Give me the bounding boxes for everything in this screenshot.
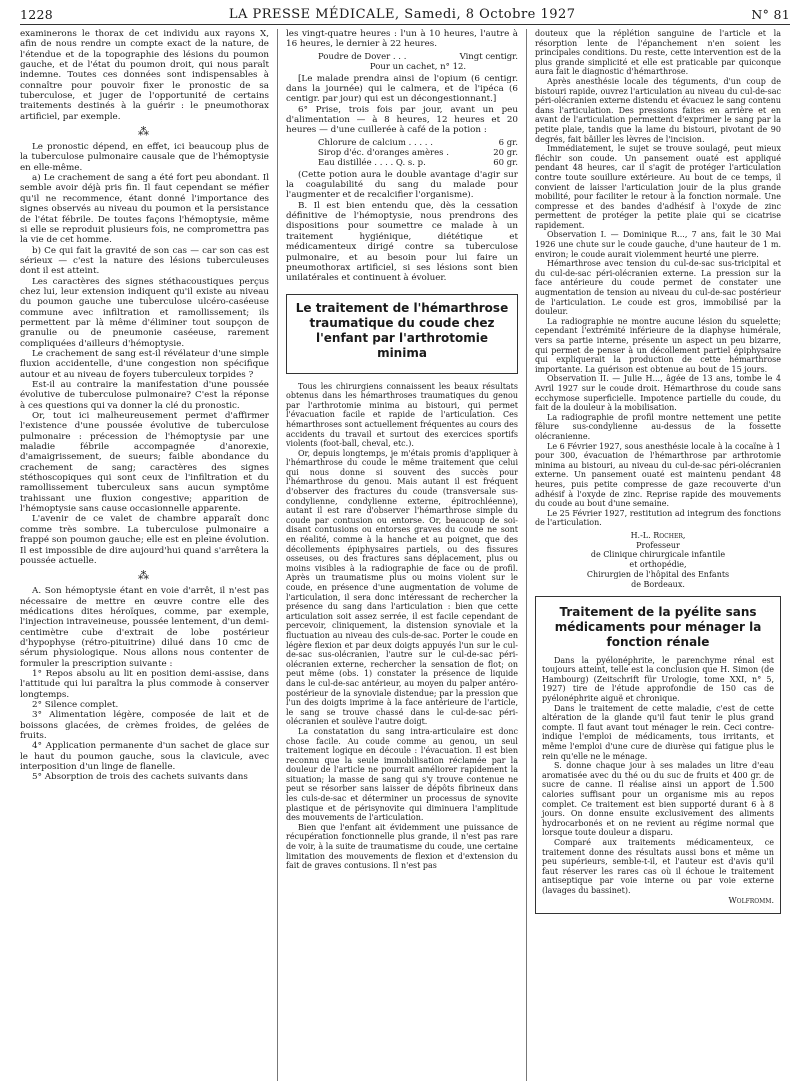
observation: La radiographie de profil montre nettement une petite fêlure sus-condylienne au-dessus de la fossette olécranienne.	[535, 412, 781, 441]
paragraph: Dans le traitement de cette maladie, c'est de cette altération de la glande qu'il faut tenir le plus grand compte. Il faut avant tout ménager le rein. Ceci contre-indique l'emploi de médicaments, tous irritants, et même l'emploi d'une cure de diurèse qui fatigue plus le rein qu'elle ne le ménage.	[542, 703, 774, 761]
prescription-item: 5° Absorption de trois des cachets suivants dans	[32, 772, 248, 783]
recipe-line: Chlorure de calcium . . . . . 6 gr.	[318, 137, 518, 148]
author-name: H.-L. Rocher,	[630, 530, 686, 540]
paragraph: (Cette potion aura le double avantage d'agir sur la coagulabilité du sang du malade pour l'augmenter et de recalcifier l'organisme).	[286, 169, 518, 201]
paragraph: Bien que l'enfant ait évidemment une puissance de récupération fonctionnelle plus grande, il n'est pas rare de voir, à la suite de traumatisme du coude, une certaine limitation des mouvements de flexion et d'extension du fait de graves contusions. Il n'est pas	[286, 822, 518, 871]
recipe-block	[318, 138, 518, 168]
paragraph: B. Il est bien entendu que, dès la cessation définitive de l'hémoptysie, nous prendrons des dispositions pour soumettre ce malade à un traitement hygiénique, diététique et médicamenteux dirigé contre sa tuberculose pulmonaire, et au besoin pour lui faire un pneumothorax artificiel, si ses lésions sont bien unilatérales et continuent à évoluer.	[286, 200, 518, 284]
paragraph: L'avenir de ce valet de chambre apparaît donc comme très sombre. La tuberculose pulmonaire a frappé son poumon gauche; elle est en pleine évolution. Il est impossible de dire aujourd'hui quand s'arrêtera la poussée actuelle.	[20, 514, 269, 566]
column-2	[278, 29, 527, 1081]
observation: La radiographie ne montre aucune lésion du squelette; cependant l'extrémité inférieure de la diaphyse humérale, vers sa partie interne, présente un aspect un peu bizarre, qui permet de penser à un décollement partiel épiphysaire qui expliquerait la production de cette hémarthrose importante. La guérison est obtenue au bout de 15 jours.	[535, 316, 781, 374]
author-title: de Bordeaux.	[631, 579, 685, 589]
article-2-box	[535, 596, 781, 914]
column-1	[20, 29, 278, 1081]
observation: Observation II. — Julie H..., âgée de 13 ans, tombe le 4 Avril 1927 sur le coude droit. Hémarthrose du coude sans ecchymose superficielle. Impotence partielle du coude, du fait de la douleur à la mobilisation.	[535, 374, 781, 413]
column-3	[527, 29, 781, 1081]
paragraph: Dans la pyélonéphrite, le parenchyme rénal est toujours atteint, telle est la conclusion que H. Simon (de Hambourg) (Zeitschrift für Urologie, tome XXI, n° 5, 1927) tire de l'étude approfondie de 150 cas de pyélonéphrite aiguë et chronique.	[542, 655, 774, 704]
paragraph: Après anesthésie locale des téguments, d'un coup de bistouri rapide, ouvrez l'articulation au niveau du cul-de-sac péri-olécranien externe distendu et évacuez le sang contenu dans l'articulation. Des pressions faites en arrière et en avant de l'articulation permettent d'exprimer le sang par la petite plaie, tandis que la lame du bistouri, pivotant de 90 degrés, fait bâiller les lèvres de l'incision.	[535, 76, 781, 144]
paragraph: les vingt-quatre heures : l'un à 10 heures, l'autre à 16 heures, le dernier à 22 heures.	[286, 29, 518, 50]
observation: Le 25 Février 1927, restitution ad integrum des fonctions de l'articulation.	[535, 508, 781, 528]
paragraph: Or, tout ici malheureusement permet d'affirmer l'existence d'une poussée évolutive de tuberculose pulmonaire : précession de l'hémoptysie par une maladie fébrile accompagnée d'anorexie, d'amaigrissement, de sueurs; faible abondance du crachement de sang; caractères des signes stéthoscopiques qui sont ceux de l'infiltration et du ramollissement tuberculeux sans aucun symptôme trahissant une fluxion congestive; apparition de l'hémoptysie sans cause occasionnelle apparente.	[20, 411, 269, 515]
page-header	[20, 6, 790, 25]
observation: Le 6 Février 1927, sous anesthésie locale à la cocaïne à 1 pour 300, évacuation de l'hémarthrose par arthrotomie minima au bistouri, au niveau du cul-de-sac péri-olécranien externe. Un pansement ouaté est maintenu pendant 48 heures, puis petite compresse de gaze recouverte d'un adhésif à l'oxyde de zinc. Reprise rapide des mouvements du coude au bout d'une semaine.	[535, 441, 781, 509]
prescription-item: 3° Alimentation légère, composée de lait et de boissons glacées, de crèmes froides, de gelées de fruits.	[20, 710, 269, 741]
author-name: Wolfromm.	[728, 895, 774, 905]
issue-number: N° 81	[751, 7, 790, 22]
paragraph: examinerons le thorax de cet individu aux rayons X, afin de nous rendre un compte exact de la nature, de l'étendue et de la topographie des lésions du poumon gauche, et de l'état du poumon droit, qui nous paraît indemne. Toutes ces données sont indispensables à connaître pour pouvoir fixer le pronostic de sa tuberculose, et juger de l'opportunité de certains traitements destinés à la guérir : le pneumothorax artificiel, par exemple.	[20, 29, 269, 122]
author-title: et orthopédie,	[629, 560, 687, 570]
paragraph: Est-il au contraire la manifestation d'une poussée évolutive de tuberculose pulmonaire? C'est la réponse à ces questions qui va donner la clé du pronostic.	[20, 380, 269, 411]
article-body	[542, 656, 774, 905]
paragraph: b) Ce qui fait la gravité de son cas — car son cas est sérieux — c'est la nature des lésions tuberculeuses dont il est atteint.	[20, 245, 269, 277]
paragraph: douteux que la réplétion sanguine de l'article et la résorption lente de l'épanchement n'en soient les principales conditions. Du reste, cette intervention est de la plus grande simplicité et elle est praticable par quiconque aura fait le diagnostic d'hémarthrose.	[535, 29, 781, 77]
recipe-line: Poudre de Dover . . . Vingt centigr.	[318, 51, 518, 62]
paragraph: Tous les chirurgiens connaissent les beaux résultats obtenus dans les hémarthroses traumatiques du genou par l'arthrotomie minima au bistouri, qui permet l'évacuation facile et rapide de l'articulation. Ces hémarthroses sont actuellement fréquentes au cours des accidents du travail et surtout des exercices sportifs violents (foot-ball, cheval, etc.).	[286, 381, 518, 449]
paragraph: Immédiatement, le sujet se trouve soulagé, peut mieux fléchir son coude. Un pansement ouaté est appliqué pendant 48 heures, car il s'agit de protéger l'articulation contre toute souillure extérieure. Au bout de ce temps, il convient de laisser l'articulation jouir de la plus grande mobilité, pour faciliter le retour à la fonction normale. Une compresse et des bandes d'adhésif à l'oxyde de zinc permettent de protéger la petite plaie qui se cicatrise rapidement.	[535, 144, 781, 230]
paragraph: a) Le crachement de sang a été fort peu abondant. Il semble avoir déjà pris fin. Il faut cependant se méfier qu'il ne recommence, étant donné l'importance des signes observés au niveau du poumon et la persistance de l'état fébrile. De toutes façons l'hémoptysie, même si elle se reproduit plusieurs fois, ne compromettra pas la vie de cet homme.	[20, 173, 269, 246]
recipe-line: Pour un cachet, n° 12.	[369, 61, 467, 72]
author-title: Chirurgien de l'hôpital des Enfants	[586, 570, 730, 580]
prescription-item: 4° Application permanente d'un sachet de glace sur le haut du poumon gauche, sous la clavicule, avec interposition d'un linge de flanelle.	[20, 741, 269, 773]
observation: Hémarthrose avec tension du cul-de-sac sus-tricipital et du cul-de-sac péri-olécranien externe. La pression sur la face antérieure du coude permet de constater une augmentation de tension au niveau du cul-de-sac postérieur de l'articulation. Le coude est gros, immobilisé par la douleur.	[535, 259, 781, 317]
author-title: Professeur	[636, 540, 680, 550]
paragraph: Le pronostic dépend, en effet, ici beaucoup plus de la tuberculose pulmonaire causale que de l'hémoptysie en elle-même.	[20, 142, 269, 173]
article-body	[535, 29, 781, 528]
paragraph: La constatation du sang intra-articulaire est donc chose facile. Au coude comme au genou, un seul traitement logique en découle : l'évacuation. Il est bien reconnu que la seule immobilisation réclamée par la douleur de l'article ne pourrait améliorer rapidement la situation; la masse de sang qui s'y trouve contenue ne peut se résorber sans laisser de dépôts fibrineux dans les culs-de-sac et déterminer un processus de synovite plastique et de périsynovite qui diminuera l'amplitude des mouvements de l'articulation.	[286, 726, 518, 823]
paragraph: Comparé aux traitements médicamenteux, ce traitement donne des résultats aussi bons et même un peu supérieurs, semble-t-il, et l'auteur est d'avis qu'il faut réserver les rares cas où il échoue le traitement antiseptique par voie interne ou par voie externe (lavages du bassinet).	[542, 837, 774, 895]
observation: Observation I. — Dominique R..., 7 ans, fait le 30 Mai 1926 une chute sur le coude gauche, d'une hauteur de 1 m. environ; le coude aurait violemment heurté une pierre.	[535, 230, 781, 259]
recipe-line: Eau distillée . . . . Q. s. p. 60 gr.	[318, 157, 518, 168]
page-number: 1228	[20, 7, 54, 22]
paragraph: A. Son hémoptysie étant en voie d'arrêt, il n'est pas nécessaire de mettre en œuvre contre elle des médications dites héroïques, comme, par exemple, l'injection intraveineuse, poussée lentement, d'un demi-centimètre cube d'extrait de lobe postérieur d'hypophyse (rétro-pituitrine) dilué dans 10 cmc de sérum physiologique. Nous allons nous contenter de formuler la prescription suivante :	[20, 586, 269, 669]
article-title: Traitement de la pyélite sans médicaments pour ménager la fonction rénale	[554, 604, 762, 649]
paragraph: Or, depuis longtemps, je m'étais promis d'appliquer à l'hémarthrose du coude le même traitement que celui qui nous donne si souvent des succès pour l'hémarthrose du genou. Mais autant il est fréquent d'observer des fractures du coude (transversale sus-condylienne, condylienne externe, épitrochléenne), autant il est rare d'observer l'hémarthrose simple du coude par contusion ou entorse. Or, beaucoup de soi-disant contusions ou entorses graves du coude ne sont en réalité, comme à la hanche et au poignet, que des décollements épiphysaires partiels, ou des fissures osseuses, ou des fractures sans déplacement, plus ou moins visibles à la radiographie de face ou de profil. Après un traumatisme plus ou moins violent sur le coude, en présence d'une augmentation de volume de l'articulation, il sera donc intéressant de rechercher la présence du sang dans l'articulation : bien que cette articulation soit assez serrée, il est facile cependant de percevoir, cliniquement, la distension synoviale et la fluctuation au niveau des culs-de-sac. Porter le coude en légère flexion et par deux doigts appuyés l'un sur le cul-de-sac sus-olécranien, l'autre sur le cul-de-sac péri-olécranien externe, rechercher la sensation de flot; on peut même (obs. 1) constater la présence de liquide dans le cul-de-sac antérieur, au moyen du palper antéro-postérieur de la synoviale distendue; par la pression que l'un des doigts imprime à la face antérieure de l'article, le sang se trouve chassé dans le cul-de-sac péri-olécranien et soulève l'autre doigt.	[286, 448, 518, 727]
recipe-line: Sirop d'éc. d'oranges amères . 20 gr.	[318, 147, 518, 158]
section-separator: ⁂	[138, 569, 151, 583]
article-title-box	[286, 294, 518, 374]
journal-title: LA PRESSE MÉDICALE, Samedi, 8 Octobre 1927	[228, 7, 576, 22]
author-title: de Clinique chirurgicale infantile	[590, 550, 726, 560]
article-title: Le traitement de l'hémarthrose traumatique du coude chez l'enfant par l'arthrotomie minima	[295, 300, 509, 360]
prescription-item: 2° Silence complet.	[32, 699, 119, 710]
recipe-block	[318, 52, 518, 72]
prescription-item: 1° Repos absolu au lit en position demi-assise, dans l'attitude qui lui paraîtra la plus commode à conserver longtemps.	[20, 668, 269, 700]
section-separator: ⁂	[138, 125, 151, 139]
paragraph: Le crachement de sang est-il révélateur d'une simple fluxion accidentelle, d'une congestion non spécifique autour et au niveau de foyers tuberculeux torpides ?	[20, 348, 269, 380]
paragraph: Les caractères des signes stéthacoustiques perçus chez lui, leur extension indiquent qu'il existe au niveau du poumon gauche une tuberculose ulcéro-caséeuse commune avec infiltration et ramollissement; ils permettent par là même d'éliminer tout soupçon de granulie ou de pneumonie caséeuse, rarement compliquées d'ailleurs d'hémoptysie.	[20, 276, 269, 349]
paragraph: [Le malade prendra ainsi de l'opium (6 centigr. dans la journée) qui le calmera, et de l'ipéca (6 centigr. par jour) qui est un décongestionnant.]	[286, 73, 518, 105]
paragraph: 6° Prise, trois fois par jour, avant un peu d'alimentation — à 8 heures, 12 heures et 20 heures — d'une cuillerée à café de la potion :	[286, 104, 518, 136]
paragraph: S. donne chaque jour à ses malades un litre d'eau aromatisée avec du thé ou du suc de fruits et 400 gr. de sucre de canne. Il réalise ainsi un apport de 1.500 calories suffisant pour un organisme mis au repos complet. Ce traitement est bien supporté durant 6 à 8 jours. On donne ensuite exclusivement des aliments hydrocarbonés et on ne revient au régime normal que lorsque toute douleur a disparu.	[542, 761, 774, 838]
author-signature	[535, 531, 781, 590]
article-body	[286, 382, 518, 871]
